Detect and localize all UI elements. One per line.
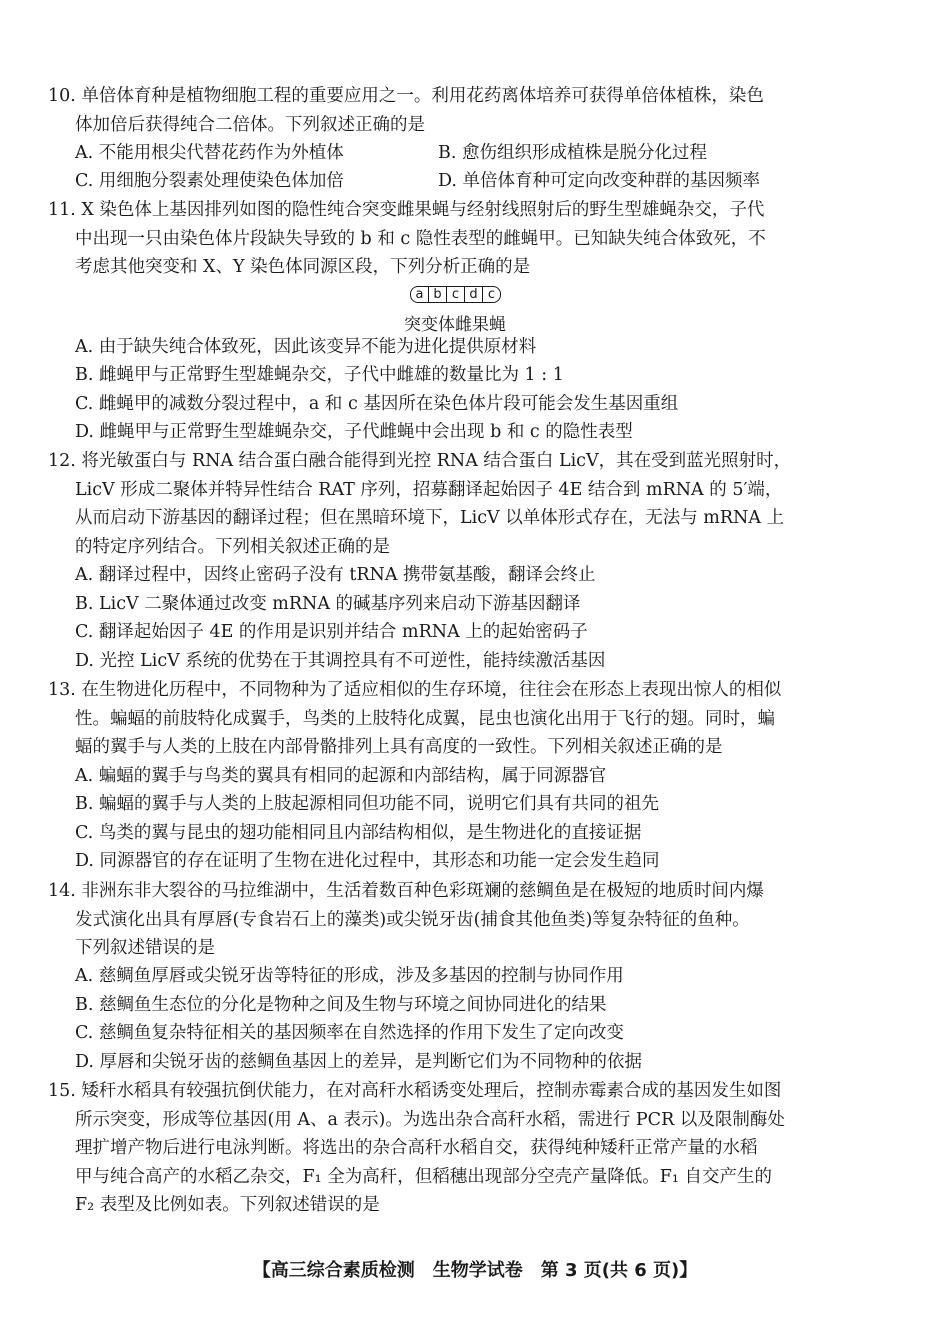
q12-option-b: B. LicV 二聚体通过改变 mRNA 的碱基序列来启动下游基因翻译 [75, 594, 581, 614]
q11-stem-line-3: 考虑其他突变和 X、Y 染色体同源区段，下列分析正确的是 [75, 257, 531, 277]
q13-option-b: B. 蝙蝠的翼手与人类的上肢起源相同但功能不同，说明它们具有共同的祖先 [75, 794, 659, 814]
page-footer: 【高三综合素质检测 生物学试卷 第 3 页(共 6 页)】 [252, 1260, 698, 1281]
q14-option-a: A. 慈鲷鱼厚唇或尖锐牙齿等特征的形成，涉及多基因的控制与协同作用 [75, 966, 624, 986]
q11-option-d: D. 雌蝇甲与正常野生型雄蝇杂交，子代雌蝇中会出现 b 和 c 的隐性表型 [75, 422, 633, 442]
q13-stem-line-3: 蝠的翼手与人类的上肢在内部骨骼排列上具有高度的一致性。下列相关叙述正确的是 [75, 737, 723, 757]
q14-option-b: B. 慈鲷鱼生态位的分化是物种之间及生物与环境之间协同进化的结果 [75, 995, 607, 1015]
chromosome-diagram [410, 286, 501, 303]
q10-stem-line-1: 10. 单倍体育种是植物细胞工程的重要应用之一。利用花药离体培养可获得单倍体植株，染色 [48, 86, 764, 106]
q14-stem-line-2: 发式演化出具有厚唇(专食岩石上的藻类)或尖锐牙齿(捕食其他鱼类)等复杂特征的鱼种。 [75, 910, 750, 930]
q15-stem-line-1: 15. 矮秆水稻具有较强抗倒伏能力，在对高秆水稻诱变处理后，控制赤霉素合成的基因发生如图 [48, 1081, 782, 1101]
q15-stem-line-5: F₂ 表型及比例如表。下列叙述错误的是 [75, 1195, 380, 1215]
q12-stem-line-1: 12. 将光敏蛋白与 RNA 结合蛋白融合能得到光控 RNA 结合蛋白 LicV，其在受到蓝光照射时， [48, 451, 792, 471]
q14-option-d: D. 厚唇和尖锐牙齿的慈鲷鱼基因上的差异，是判断它们为不同物种的依据 [75, 1052, 643, 1072]
gene-a: a [410, 286, 429, 303]
q13-option-d: D. 同源器官的存在证明了生物在进化过程中，其形态和功能一定会发生趋同 [75, 851, 660, 871]
gene-c-2: c [483, 286, 501, 303]
q12-stem-line-2: LicV 形成二聚体并特异性结合 RAT 序列，招募翻译起始因子 4E 结合到 mRNA 的 5′端， [75, 480, 783, 500]
gene-c: c [447, 286, 465, 303]
q11-stem-line-1: 11. X 染色体上基因排列如图的隐性纯合突变雌果蝇与经射线照射后的野生型雄蝇杂交，子代 [48, 200, 765, 220]
q13-stem-line-2: 性。蝙蝠的前肢特化成翼手，鸟类的上肢特化成翼，昆虫也演化出用于飞行的翅。同时，蝙 [75, 709, 775, 729]
q12-stem-line-4: 的特定序列结合。下列相关叙述正确的是 [75, 537, 390, 557]
q11-option-a: A. 由于缺失纯合体致死，因此该变异不能为进化提供原材料 [75, 337, 537, 357]
q12-stem-line-3: 从而启动下游基因的翻译过程；但在黑暗环境下，LicV 以单体形式存在，无法与 mRNA 上 [75, 508, 785, 528]
q15-stem-line-3: 理扩增产物后进行电泳判断。将选出的杂合高秆水稻自交，获得纯种矮秆正常产量的水稻 [75, 1138, 758, 1158]
q10-option-d: D. 单倍体育种可定向改变种群的基因频率 [438, 171, 761, 191]
q13-option-c: C. 鸟类的翼与昆虫的翅功能相同且内部结构相似，是生物进化的直接证据 [75, 823, 642, 843]
q11-option-b: B. 雌蝇甲与正常野生型雄蝇杂交，子代中雌雄的数量比为 1 : 1 [75, 365, 564, 385]
gene-b: b [429, 286, 447, 303]
q14-stem-line-3: 下列叙述错误的是 [75, 938, 215, 958]
q12-option-a: A. 翻译过程中，因终止密码子没有 tRNA 携带氨基酸，翻译会终止 [75, 565, 596, 585]
q15-stem-line-4: 甲与纯合高产的水稻乙杂交，F₁ 全为高秆，但稻穗出现部分空壳产量降低。F₁ 自交产生的 [75, 1167, 772, 1187]
gene-d: d [465, 286, 483, 303]
q11-stem-line-2: 中出现一只由染色体片段缺失导致的 b 和 c 隐性表型的雌蝇甲。已知缺失纯合体致死，不 [75, 229, 766, 249]
q10-option-a: A. 不能用根尖代替花药作为外植体 [75, 143, 344, 163]
q15-stem-line-2: 所示突变，形成等位基因(用 A、a 表示)。为选出杂合高秆水稻，需进行 PCR 以及限制酶处 [75, 1110, 785, 1130]
q10-option-c: C. 用细胞分裂素处理使染色体加倍 [75, 171, 344, 191]
q13-stem-line-1: 13. 在生物进化历程中，不同物种为了适应相似的生存环境，往往会在形态上表现出惊人的相似 [48, 680, 782, 700]
q12-option-d: D. 光控 LicV 系统的优势在于其调控具有不可逆性，能持续激活基因 [75, 651, 606, 671]
q11-option-c: C. 雌蝇甲的减数分裂过程中，a 和 c 基因所在染色体片段可能会发生基因重组 [75, 394, 679, 414]
q12-option-c: C. 翻译起始因子 4E 的作用是识别并结合 mRNA 上的起始密码子 [75, 622, 588, 642]
q14-option-c: C. 慈鲷鱼复杂特征相关的基因频率在自然选择的作用下发生了定向改变 [75, 1023, 624, 1043]
q10-option-b: B. 愈伤组织形成植株是脱分化过程 [438, 143, 707, 163]
q13-option-a: A. 蝙蝠的翼手与鸟类的翼具有相同的起源和内部结构，属于同源器官 [75, 766, 607, 786]
diagram-caption: 突变体雌果蝇 [404, 315, 506, 335]
q10-stem-line-2: 体加倍后获得纯合二倍体。下列叙述正确的是 [75, 115, 425, 135]
q14-stem-line-1: 14. 非洲东非大裂谷的马拉维湖中，生活着数百种色彩斑斓的慈鲷鱼是在极短的地质时间内爆 [48, 881, 764, 901]
